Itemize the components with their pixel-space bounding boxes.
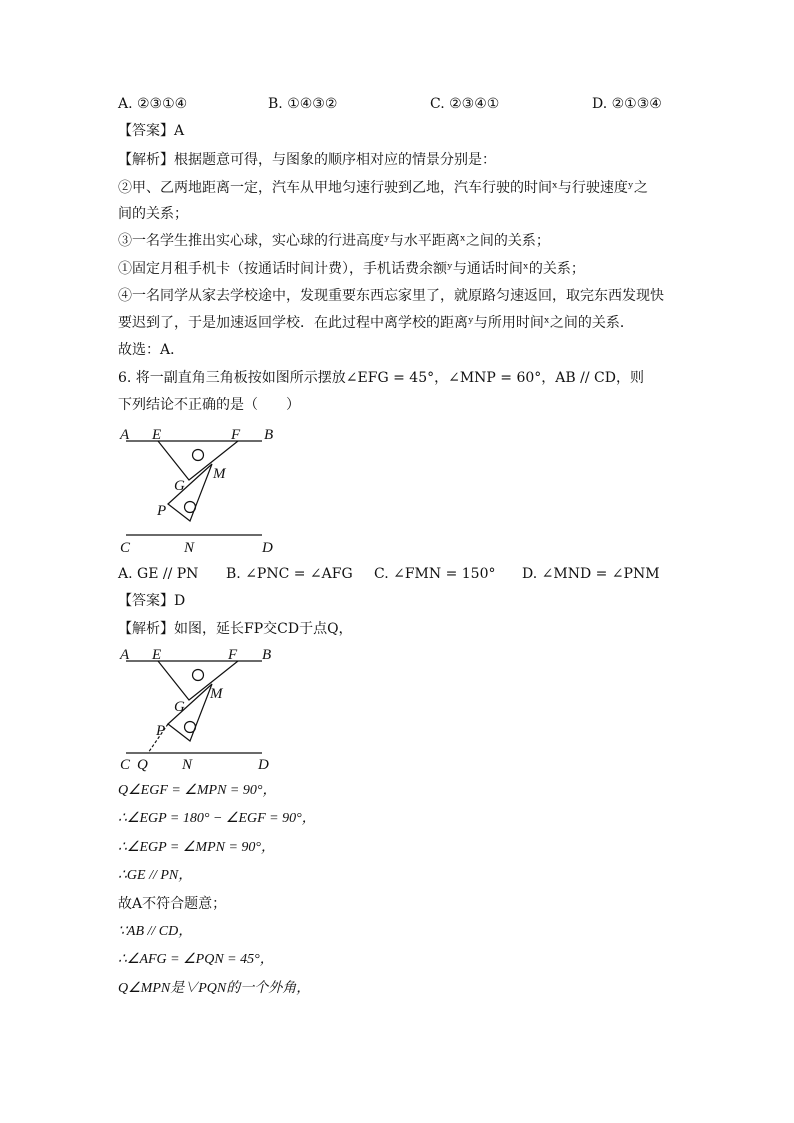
label-n: N xyxy=(184,540,195,556)
label-d: D xyxy=(258,757,269,773)
q5-analysis-line: 要迟到了，于是加速返回学校．在此过程中离学校的距离ʸ与所用时间ˣ之间的关系． xyxy=(118,315,634,331)
label-q: Q xyxy=(137,757,148,773)
label-m: M xyxy=(213,466,226,482)
q5-analysis-line: 【解析】根据题意可得，与图象的顺序相对应的情景分别是： xyxy=(118,152,496,168)
q5-option-a: A. ②③①④ xyxy=(118,96,188,112)
label-b: B xyxy=(262,647,272,663)
label-n: N xyxy=(182,757,193,773)
q5-answer: 【答案】A xyxy=(118,123,185,139)
label-f: F xyxy=(228,647,238,663)
q6-figure xyxy=(110,420,290,560)
label-g: G xyxy=(174,699,185,715)
q5-analysis-line: ④一名同学从家去学校途中，发现重要东西忘家里了，就原路匀速返回，取完东西发现快 xyxy=(118,288,664,304)
q6-step: Q∠MPN是∨PQN的一个外角， xyxy=(118,981,311,996)
q5-option-b: B. ①④③② xyxy=(268,96,338,112)
q6-stem-line: 6. 将一副直角三角板按如图所示摆放∠EFG = 45°，∠MNP = 60°，AB // CD，则 xyxy=(118,370,644,386)
q6-option-a: A. GE // PN xyxy=(118,566,199,582)
label-c: C xyxy=(120,540,131,556)
q6-step: ∴GE // PN， xyxy=(118,868,193,883)
q6-answer: 【答案】D xyxy=(118,593,186,609)
q6-option-c: C. ∠FMN = 150° xyxy=(374,566,496,582)
q6-step: ∴∠AFG = ∠PQN = 45°， xyxy=(118,952,274,967)
label-e: E xyxy=(152,427,162,443)
q5-analysis-line: ③一名学生推出实心球，实心球的行进高度ʸ与水平距离ˣ之间的关系； xyxy=(118,233,550,249)
q5-analysis-line: 故选：A． xyxy=(118,342,185,358)
q6-analysis-intro: 【解析】如图，延长FP交CD于点Q， xyxy=(118,621,353,637)
label-c: C xyxy=(120,757,131,773)
label-p: P xyxy=(157,503,167,519)
label-g: G xyxy=(174,478,185,494)
q6-step: ∴∠EGP = 180° − ∠EGF = 90°， xyxy=(118,811,316,826)
label-a: A xyxy=(120,647,130,663)
label-m: M xyxy=(210,686,223,702)
q5-option-d: D. ②①③④ xyxy=(592,96,662,112)
q6-step: ∵AB // CD， xyxy=(118,924,193,939)
q6-option-d: D. ∠MND = ∠PNM xyxy=(522,566,660,582)
label-d: D xyxy=(262,540,273,556)
q6-stem-line: 下列结论不正确的是（ ） xyxy=(118,397,300,413)
label-f: F xyxy=(231,427,241,443)
label-e: E xyxy=(152,647,162,663)
q5-analysis-line: 间的关系； xyxy=(118,206,188,222)
q6-solution-figure xyxy=(110,640,290,775)
q5-analysis-line: ①固定月租手机卡（按通话时间计费），手机话费余额ʸ与通话时间ˣ的关系； xyxy=(118,261,585,277)
q6-step: Q∠EGF = ∠MPN = 90°， xyxy=(118,783,277,798)
q5-option-c: C. ②③④① xyxy=(430,96,500,112)
q5-analysis-line: ②甲、乙两地距离一定，汽车从甲地匀速行驶到乙地，汽车行驶的时间ˣ与行驶速度ʸ之 xyxy=(118,180,648,196)
q6-option-b: B. ∠PNC = ∠AFG xyxy=(226,566,353,582)
label-a: A xyxy=(120,427,130,443)
label-p: P xyxy=(156,723,166,739)
q6-step: ∴∠EGP = ∠MPN = 90°， xyxy=(118,840,276,855)
q6-step: 故A不符合题意； xyxy=(118,896,227,912)
label-b: B xyxy=(264,427,274,443)
